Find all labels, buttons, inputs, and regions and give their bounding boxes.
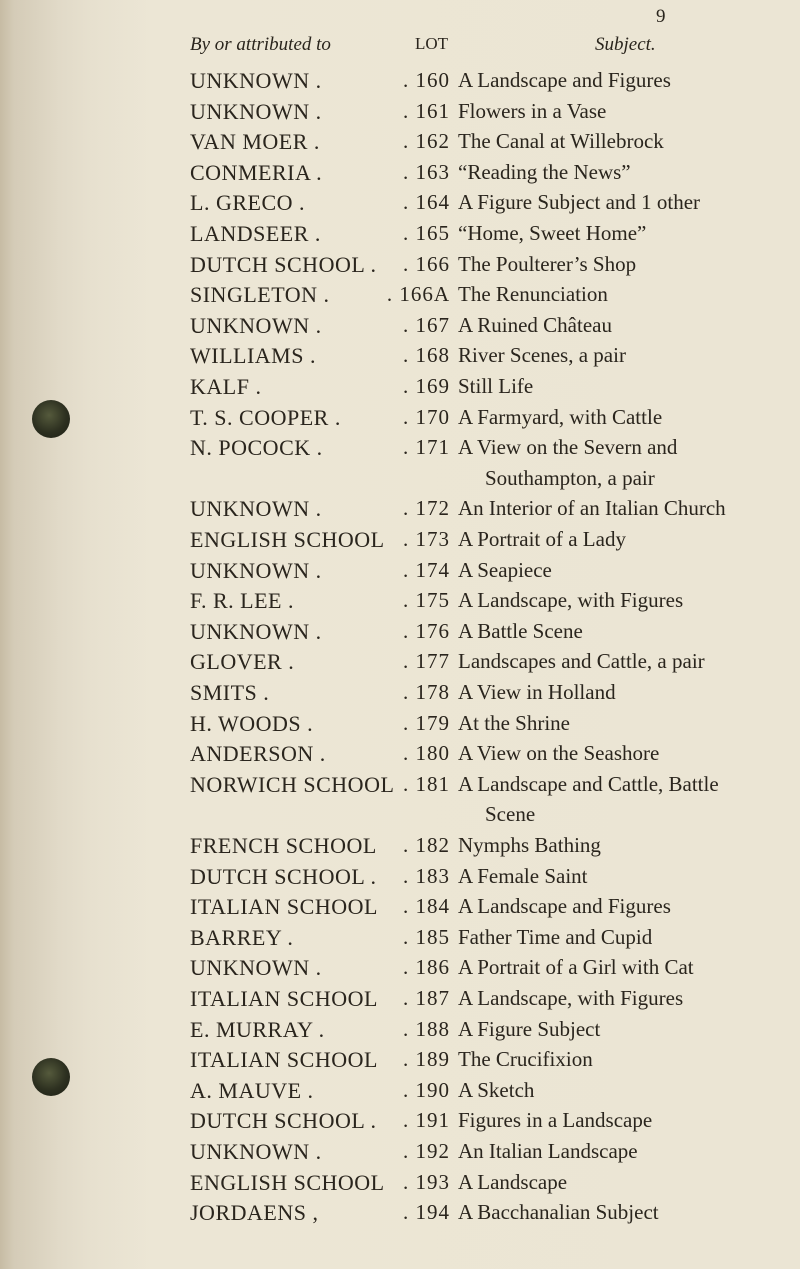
lot-number: . 172: [403, 496, 450, 521]
lot-number: . 167: [403, 312, 450, 337]
lot-number: . 180: [403, 741, 450, 766]
subject-title: A View on the Seashore: [458, 741, 660, 766]
lot-number: . 164: [403, 190, 450, 215]
artist-column-header: By or attributed to: [190, 34, 331, 55]
lot-number: . 190: [403, 1077, 450, 1102]
artist-name: ITALIAN SCHOOL: [190, 894, 378, 920]
catalogue-row: [0, 925, 800, 955]
artist-name: JORDAENS ,: [190, 1200, 319, 1226]
subject-title: A Portrait of a Girl with Cat: [458, 955, 694, 980]
catalogue-row: [0, 496, 800, 526]
lot-number: . 191: [403, 1108, 450, 1133]
subject-title: A Landscape, with Figures: [458, 986, 684, 1010]
artist-name: DUTCH SCHOOL .: [190, 251, 377, 277]
lot-number: . 173: [403, 527, 450, 551]
artist-name: GLOVER .: [190, 649, 295, 675]
page-number: 9: [656, 6, 666, 27]
subject-title: A Landscape and Cattle, Battle: [458, 771, 719, 796]
subject-title: A Figure Subject: [458, 1016, 601, 1041]
catalogue-row: [0, 1078, 800, 1108]
subject-title: A Ruined Château: [458, 312, 612, 337]
lot-number: . 177: [403, 649, 450, 674]
catalogue-row: [0, 405, 800, 435]
artist-name: DUTCH SCHOOL .: [190, 863, 377, 889]
catalogue-row: [0, 772, 800, 802]
catalogue-row: [0, 864, 800, 894]
subject-title: River Scenes, a pair: [458, 343, 626, 368]
catalogue-row: [0, 374, 800, 404]
artist-name: CONMERIA .: [190, 159, 323, 185]
subject-column-header: Subject.: [595, 34, 656, 55]
artist-name: KALF .: [190, 374, 262, 399]
catalogue-row: [0, 313, 800, 343]
lot-number: . 169: [403, 374, 450, 398]
subject-title: A Landscape and Figures: [458, 68, 671, 92]
catalogue-row: [0, 99, 800, 129]
subject-title: The Canal at Willebrock: [458, 129, 664, 154]
lot-number: . 162: [403, 129, 450, 154]
lot-column-header: LOT: [415, 34, 449, 53]
artist-name: ITALIAN SCHOOL: [190, 1047, 378, 1073]
artist-name: SMITS .: [190, 680, 270, 705]
artist-name: F. R. LEE .: [190, 588, 294, 614]
artist-name: ANDERSON .: [190, 741, 326, 767]
subject-title: Father Time and Cupid: [458, 924, 653, 949]
lot-number: . 170: [403, 404, 450, 429]
artist-name: H. WOODS .: [190, 710, 314, 736]
subject-title: A Portrait of a Lady: [458, 527, 626, 551]
artist-name: N. POCOCK .: [190, 435, 323, 461]
catalogue-row: [0, 190, 800, 220]
catalogue-row: [0, 588, 800, 618]
catalogue-row: [0, 894, 800, 924]
lot-number: . 192: [403, 1139, 450, 1163]
catalogue-row: [0, 343, 800, 373]
artist-name: DUTCH SCHOOL .: [190, 1108, 377, 1134]
artist-name: WILLIAMS .: [190, 343, 316, 369]
catalogue-row: [0, 711, 800, 741]
artist-name: UNKNOWN .: [190, 68, 322, 93]
catalogue-row: [0, 435, 800, 465]
artist-name: UNKNOWN .: [190, 1139, 322, 1164]
lot-number: . 166A: [386, 282, 450, 307]
lot-number: . 185: [403, 924, 450, 949]
catalogue-row: [0, 649, 800, 679]
subject-title: A Landscape: [458, 1169, 568, 1194]
artist-name: FRENCH SCHOOL: [190, 833, 377, 858]
lot-number: . 168: [403, 343, 450, 368]
catalogue-row: [0, 129, 800, 159]
lot-number: . 193: [403, 1169, 450, 1194]
lot-number: . 184: [403, 894, 450, 919]
lot-number: . 187: [403, 986, 450, 1010]
lot-number: . 194: [403, 1200, 450, 1225]
artist-name: VAN MOER .: [190, 129, 320, 155]
lot-number: . 166: [403, 251, 450, 276]
lot-number: . 171: [403, 435, 450, 460]
subject-title: A Landscape and Figures: [458, 894, 671, 919]
subject-title: A Sketch: [458, 1077, 535, 1102]
artist-name: UNKNOWN .: [190, 98, 322, 124]
lot-number: . 189: [403, 1047, 450, 1072]
lot-number: . 161: [403, 98, 450, 123]
subject-title: At the Shrine: [458, 710, 570, 735]
subject-title: A Figure Subject and 1 other: [458, 190, 701, 215]
lot-number: . 160: [403, 68, 450, 92]
artist-name: L. GRECO .: [190, 190, 305, 216]
catalogue-row: [0, 252, 800, 282]
catalogue-row: [0, 1108, 800, 1138]
subject-title: A View in Holland: [458, 680, 616, 704]
subject-title: Still Life: [458, 374, 534, 398]
artist-name: BARREY .: [190, 924, 294, 950]
artist-name: ENGLISH SCHOOL: [190, 1169, 385, 1195]
artist-name: SINGLETON .: [190, 282, 330, 308]
catalogue-row: [0, 833, 800, 863]
lot-number: . 182: [403, 833, 450, 857]
lot-number: . 174: [403, 557, 450, 582]
catalogue-row: [0, 741, 800, 771]
catalogue-row: [0, 680, 800, 710]
subject-title: Figures in a Landscape: [458, 1108, 653, 1133]
lot-number: . 186: [403, 955, 450, 980]
artist-name: UNKNOWN .: [190, 557, 322, 583]
catalogue-row: [0, 527, 800, 557]
lot-number: . 181: [403, 771, 450, 796]
subject-title: A Seapiece: [458, 557, 552, 582]
lot-number: . 176: [403, 618, 450, 643]
catalogue-row: [0, 986, 800, 1016]
lot-number: . 165: [403, 221, 450, 245]
artist-name: UNKNOWN .: [190, 312, 322, 338]
subject-title: An Interior of an Italian Church: [458, 496, 726, 521]
lot-number: . 178: [403, 680, 450, 704]
artist-name: LANDSEER .: [190, 221, 321, 246]
lot-number: . 175: [403, 588, 450, 613]
subject-title: A Battle Scene: [458, 618, 583, 643]
catalogue-row: [0, 221, 800, 251]
subject-title: The Renunciation: [458, 282, 608, 307]
subject-title: The Poulterer’s Shop: [458, 251, 637, 276]
lot-number: . 188: [403, 1016, 450, 1041]
catalogue-row: [0, 1047, 800, 1077]
subject-title: A Female Saint: [458, 863, 588, 888]
artist-name: A. MAUVE .: [190, 1077, 314, 1103]
catalogue-row: [0, 619, 800, 649]
catalogue-row: [0, 1017, 800, 1047]
catalogue-row: [0, 1170, 800, 1200]
artist-name: NORWICH SCHOOL: [190, 771, 395, 797]
subject-title: “Home, Sweet Home”: [458, 221, 647, 245]
subject-title: An Italian Landscape: [458, 1139, 638, 1163]
subject-title: The Crucifixion: [458, 1047, 593, 1072]
subject-title: “Reading the News”: [458, 159, 631, 184]
subject-title: A View on the Severn and: [458, 435, 678, 460]
subject-title: Nymphs Bathing: [458, 833, 601, 857]
subject-title: A Landscape, with Figures: [458, 588, 684, 613]
catalogue-row: [0, 1139, 800, 1169]
artist-name: UNKNOWN .: [190, 496, 322, 522]
lot-number: . 179: [403, 710, 450, 735]
artist-name: ENGLISH SCHOOL: [190, 527, 385, 552]
subject-continuation: Southampton, a pair: [485, 465, 655, 490]
subject-title: Landscapes and Cattle, a pair: [458, 649, 705, 674]
catalogue-row: [0, 68, 800, 98]
lot-number: . 163: [403, 159, 450, 184]
artist-name: UNKNOWN .: [190, 955, 322, 981]
catalogue-row: [0, 955, 800, 985]
artist-name: UNKNOWN .: [190, 618, 322, 644]
artist-name: ITALIAN SCHOOL: [190, 986, 378, 1011]
artist-name: E. MURRAY .: [190, 1016, 325, 1042]
subject-title: Flowers in a Vase: [458, 98, 607, 123]
catalogue-row: [0, 282, 800, 312]
subject-title: A Farmyard, with Cattle: [458, 404, 663, 429]
artist-name: T. S. COOPER .: [190, 404, 341, 430]
catalogue-row: [0, 160, 800, 190]
lot-number: . 183: [403, 863, 450, 888]
subject-continuation: Scene: [485, 802, 536, 827]
catalogue-row: [0, 1200, 800, 1230]
catalogue-row: [0, 558, 800, 588]
subject-title: A Bacchanalian Subject: [458, 1200, 659, 1225]
